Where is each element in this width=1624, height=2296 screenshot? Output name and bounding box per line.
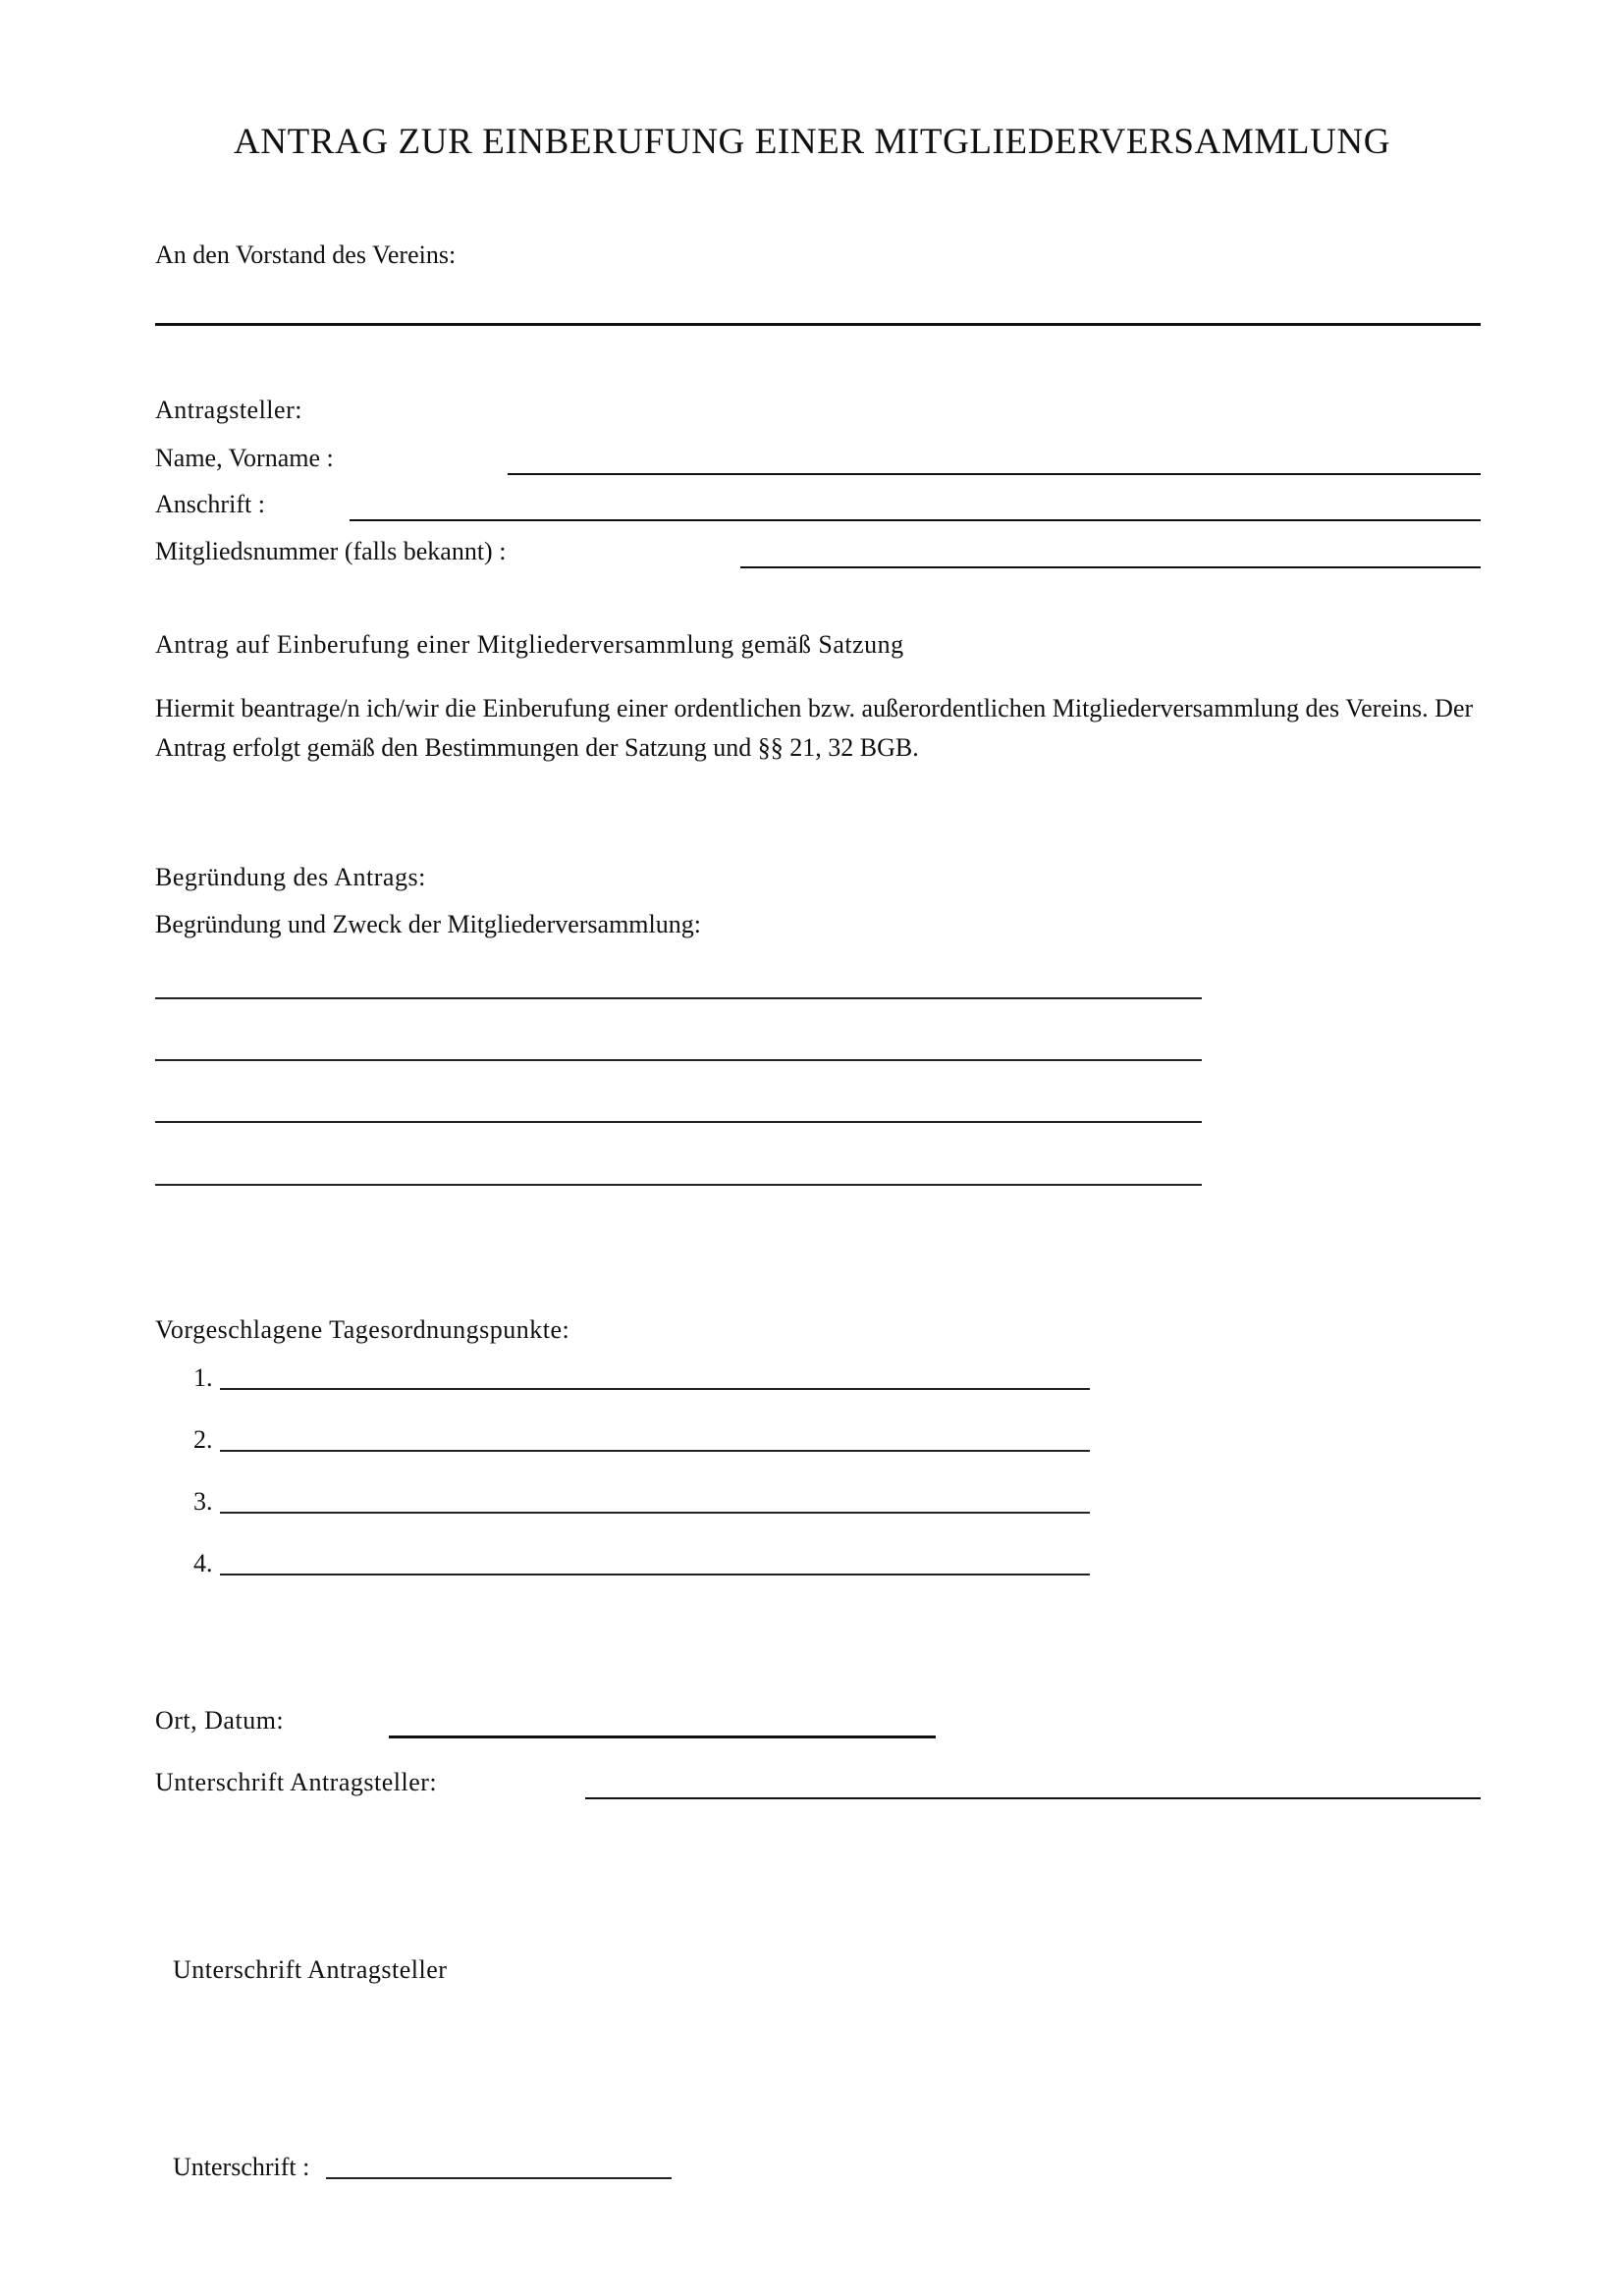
agenda-item-number-2: 2.: [193, 1425, 213, 1454]
applicant-heading: Antragsteller:: [155, 396, 302, 424]
reasoning-line-3[interactable]: [155, 1121, 1202, 1123]
agenda-item-line-2[interactable]: [220, 1450, 1090, 1452]
reasoning-line-2[interactable]: [155, 1059, 1202, 1061]
signature-field[interactable]: [326, 2177, 672, 2179]
page-title: ANTRAG ZUR EINBERUFUNG EINER MITGLIEDERVERSAMMLUNG: [233, 122, 1391, 162]
place-date-field[interactable]: [389, 1735, 936, 1738]
signature-caption: Unterschrift Antragsteller: [173, 1955, 448, 1984]
agenda-heading: Vorgeschlagene Tagesordnungspunkte:: [155, 1315, 570, 1344]
reasoning-heading: Begründung des Antrags:: [155, 863, 426, 891]
address-field[interactable]: [350, 519, 1481, 521]
signature-label: Unterschrift :: [173, 2153, 310, 2181]
place-date-label: Ort, Datum:: [155, 1706, 285, 1735]
recipient-line[interactable]: [155, 323, 1481, 326]
agenda-item-number-1: 1.: [193, 1363, 213, 1392]
request-heading: Antrag auf Einberufung einer Mitgliederversammlung gemäß Satzung: [155, 630, 904, 659]
reasoning-line-4[interactable]: [155, 1184, 1202, 1186]
request-body: Hiermit beantrage/n ich/wir die Einberufung einer ordentlichen bzw. außerordentlichen Mitgliederversammlung des Vereins. Der Antrag erfolgt gemäß den Bestimmungen der Satzung und §§ 21, 32 BGB.: [155, 694, 1474, 762]
name-field[interactable]: [508, 473, 1481, 475]
signature-applicant-label: Unterschrift Antragsteller:: [155, 1768, 438, 1796]
member-number-label: Mitgliedsnummer (falls bekannt) :: [155, 537, 507, 565]
member-number-field[interactable]: [740, 566, 1481, 568]
reasoning-sublabel: Begründung und Zweck der Mitgliederversammlung:: [155, 910, 701, 938]
reasoning-line-1[interactable]: [155, 997, 1202, 999]
signature-applicant-field[interactable]: [585, 1797, 1481, 1799]
agenda-item-number-3: 3.: [193, 1487, 213, 1516]
agenda-item-line-1[interactable]: [220, 1388, 1090, 1390]
address-label: Anschrift :: [155, 490, 265, 518]
agenda-item-line-3[interactable]: [220, 1512, 1090, 1514]
agenda-item-number-4: 4.: [193, 1549, 213, 1577]
agenda-item-line-4[interactable]: [220, 1574, 1090, 1575]
recipient-label: An den Vorstand des Vereins:: [155, 240, 457, 269]
name-label: Name, Vorname :: [155, 444, 334, 472]
